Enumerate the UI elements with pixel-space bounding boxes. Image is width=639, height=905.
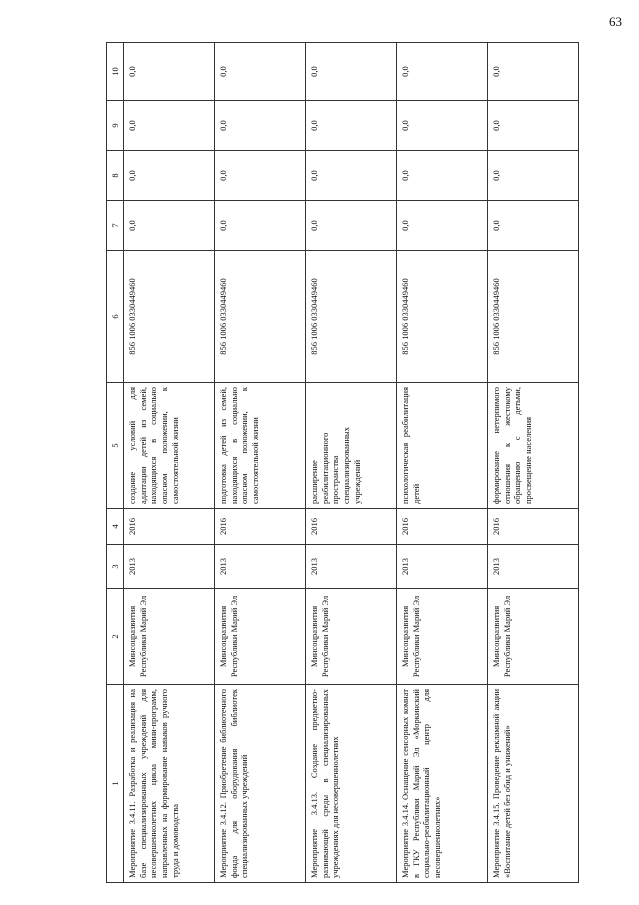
funding-value: 0,0 xyxy=(215,101,306,151)
column-header: 6 xyxy=(107,251,124,383)
end-year: 2016 xyxy=(488,509,579,545)
funding-value: 0,0 xyxy=(306,43,397,101)
funding-value: 0,0 xyxy=(397,201,488,251)
column-header: 9 xyxy=(107,101,124,151)
funding-value: 0,0 xyxy=(397,101,488,151)
measure-title: Мероприятие 3.4.14. Оснащение сенсорных комнат в ГКУ Республики Марий Эл «Моркинский социально-реабилитационный центр для несовершеннолетних» xyxy=(397,685,488,883)
funding-value: 0,0 xyxy=(124,43,215,101)
table-row xyxy=(124,43,215,883)
table-row xyxy=(397,43,488,883)
budget-code: 856 1006 0330449460 xyxy=(306,251,397,383)
column-header: 8 xyxy=(107,151,124,201)
responsible-executor: Минсоцразвития Республики Марий Эл xyxy=(215,589,306,685)
funding-value: 0,0 xyxy=(488,201,579,251)
budget-code: 856 1006 0330449460 xyxy=(397,251,488,383)
start-year: 2013 xyxy=(397,545,488,589)
column-header: 10 xyxy=(107,43,124,101)
column-header: 5 xyxy=(107,383,124,509)
expected-result: подготовка детей из семей, находящихся в социально опасном положении, к самостоятельной жизни xyxy=(215,383,306,509)
measure-title: Мероприятие 3.4.15. Проведение рекламной акции «Воспитание детей без обид и унижений» xyxy=(488,685,579,883)
expected-result: создание условий для адаптации детей из семей, находящихся в социально опасном положении, к самостоятельной жизни xyxy=(124,383,215,509)
budget-code: 856 1006 0330449460 xyxy=(488,251,579,383)
program-measures-table xyxy=(106,42,579,883)
end-year: 2016 xyxy=(306,509,397,545)
start-year: 2013 xyxy=(215,545,306,589)
measure-title: Мероприятие 3.4.11. Разработка и реализация на базе специализированных учреждений для несовершеннолетних цикла мини-программ, направленных на формирование навыков ручного труда и домоводства xyxy=(124,685,215,883)
column-header: 3 xyxy=(107,545,124,589)
funding-value: 0,0 xyxy=(488,151,579,201)
rotated-table-container xyxy=(106,43,596,883)
funding-value: 0,0 xyxy=(215,151,306,201)
funding-value: 0,0 xyxy=(215,43,306,101)
column-header: 1 xyxy=(107,685,124,883)
page-number: 63 xyxy=(609,14,622,29)
table-row xyxy=(215,43,306,883)
funding-value: 0,0 xyxy=(397,43,488,101)
start-year: 2013 xyxy=(124,545,215,589)
funding-value: 0,0 xyxy=(306,201,397,251)
start-year: 2013 xyxy=(306,545,397,589)
measure-title: Мероприятие 3.4.13. Создание предметно-развивающей среды в специализированных учреждениях для несовершеннолетних xyxy=(306,685,397,883)
budget-code: 856 1006 0330449460 xyxy=(124,251,215,383)
expected-result: расширение реабилитационного пространства специализированных учреждений xyxy=(306,383,397,509)
end-year: 2016 xyxy=(215,509,306,545)
funding-value: 0,0 xyxy=(215,201,306,251)
funding-value: 0,0 xyxy=(488,43,579,101)
responsible-executor: Минсоцразвития Республики Марий Эл xyxy=(488,589,579,685)
funding-value: 0,0 xyxy=(124,201,215,251)
column-header: 4 xyxy=(107,509,124,545)
start-year: 2013 xyxy=(488,545,579,589)
column-header: 7 xyxy=(107,201,124,251)
responsible-executor: Минсоцразвития Республики Марий Эл xyxy=(124,589,215,685)
funding-value: 0,0 xyxy=(124,151,215,201)
responsible-executor: Минсоцразвития Республики Марий Эл xyxy=(306,589,397,685)
column-header: 2 xyxy=(107,589,124,685)
expected-result: психологическая реабилитация детей xyxy=(397,383,488,509)
expected-result: формирование нетерпимого отношения к жестокому обращению с детьми, просвещение населения xyxy=(488,383,579,509)
funding-value: 0,0 xyxy=(488,101,579,151)
funding-value: 0,0 xyxy=(397,151,488,201)
end-year: 2016 xyxy=(124,509,215,545)
responsible-executor: Минсоцразвития Республики Марий Эл xyxy=(397,589,488,685)
table-row xyxy=(306,43,397,883)
funding-value: 0,0 xyxy=(124,101,215,151)
budget-code: 856 1006 0330449460 xyxy=(215,251,306,383)
table-row xyxy=(488,43,579,883)
funding-value: 0,0 xyxy=(306,151,397,201)
funding-value: 0,0 xyxy=(306,101,397,151)
measure-title: Мероприятие 3.4.12. Приобретение библиотечного фонда для оборудования библиотек специализированных учреждений xyxy=(215,685,306,883)
table-header-row xyxy=(107,43,124,883)
end-year: 2016 xyxy=(397,509,488,545)
